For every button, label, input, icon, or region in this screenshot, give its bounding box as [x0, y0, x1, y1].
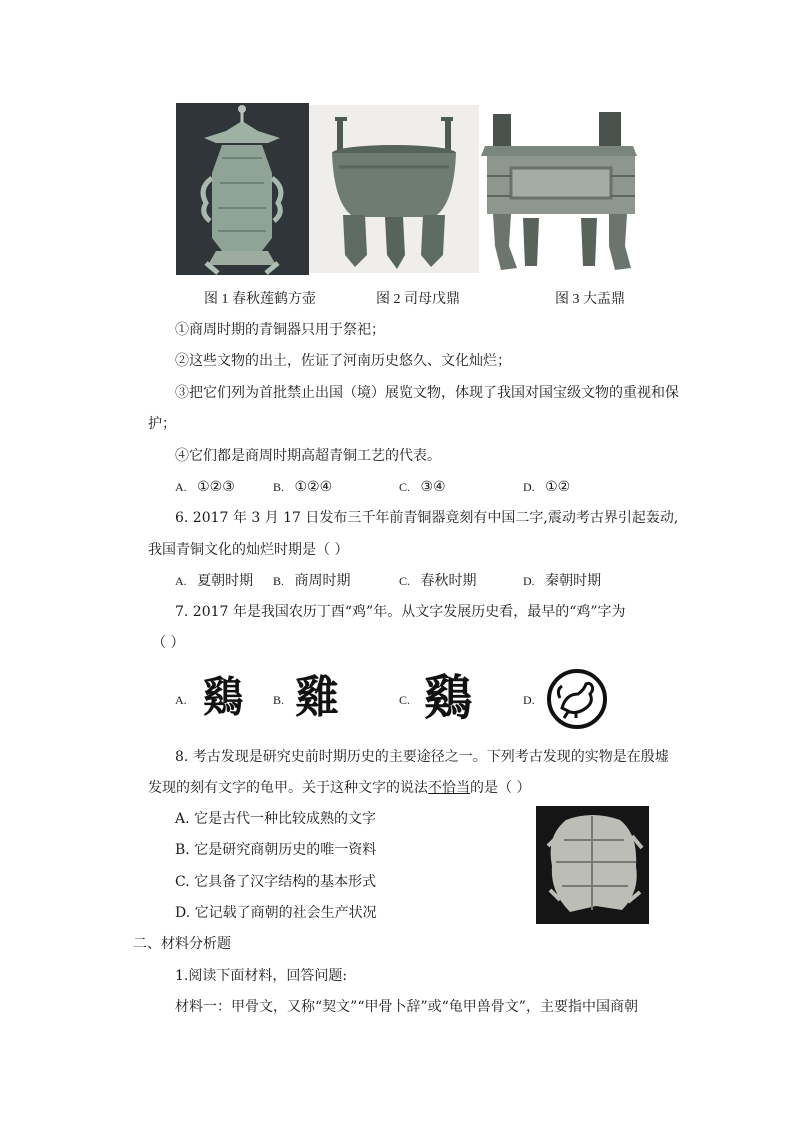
q6-option-b[interactable] — [273, 571, 350, 591]
statement-3-cont: 护； — [148, 416, 176, 432]
q6-option-c-label: C. — [399, 574, 411, 588]
statement-2: ②这些文物的出土，佐证了河南历史悠久、文化灿烂； — [175, 353, 511, 369]
figure-3-caption: 图 3 大盂鼎 — [555, 292, 625, 307]
q5-option-d-text: ①② — [545, 479, 571, 495]
q7-option-c-label: C. — [399, 693, 411, 707]
q7-option-a-label: A. — [175, 693, 187, 707]
lotus-crane-square-hu-image — [176, 103, 309, 275]
q7-option-d-label: D. — [523, 693, 535, 707]
statement-3: ③把它们列为首批禁止出国（境）展览文物，体现了我国对国宝级文物的重视和保 — [175, 385, 679, 401]
q8-option-c[interactable]: C. 它具备了汉字结构的基本形式 — [175, 874, 377, 890]
statement-1: ①商周时期的青铜器只用于祭祀； — [175, 322, 385, 338]
simuwu-ding-image — [309, 105, 479, 273]
q8-underlined-keyword: 不恰当 — [428, 780, 470, 796]
q5-option-b-text: ①②④ — [294, 479, 333, 495]
q6-option-c-text: 春秋时期 — [420, 573, 477, 589]
q6-option-d-text: 秦朝时期 — [545, 573, 602, 589]
q5-option-d-label: D. — [523, 480, 535, 494]
q7-stem-line-1: 7. 2017 年是我国农历丁酉“鸡”年。从文字发展历史看，最早的“鸡”字为 — [175, 604, 626, 620]
q7-option-c-glyph[interactable]: 鷄 — [424, 670, 473, 726]
q5-option-d[interactable] — [523, 477, 570, 497]
q6-option-c[interactable] — [399, 571, 476, 591]
q7-option-b-glyph[interactable]: 雞 — [295, 672, 339, 723]
q8-stem-line-2-post: 的是（ ） — [470, 780, 531, 796]
q5-option-c[interactable] — [399, 477, 446, 497]
q7-option-b-label: B. — [273, 693, 285, 707]
q6-option-b-text: 商周时期 — [294, 573, 351, 589]
q5-option-a[interactable] — [175, 477, 235, 497]
rooster-seal-icon[interactable] — [546, 668, 608, 730]
q8-stem-line-1: 8. 考古发现是研究史前时期历史的主要途径之一。下列考古发现的实物是在殷墟 — [175, 749, 669, 765]
figure-2-caption: 图 2 司母戊鼎 — [376, 292, 460, 307]
q6-stem-line-1: 6. 2017 年 3 月 17 日发布三千年前青铜器竟刻有中国二字,震动考古界引起轰动, — [175, 510, 679, 526]
q6-option-a-text: 夏朝时期 — [197, 573, 254, 589]
q6-option-a-label: A. — [175, 574, 187, 588]
q5-option-b-label: B. — [273, 480, 285, 494]
q7-option-a-glyph[interactable]: 鷄 — [203, 673, 241, 723]
q8-option-d[interactable]: D. 它记载了商朝的社会生产状况 — [175, 905, 377, 921]
q8-option-a[interactable]: A. 它是古代一种比较成熟的文字 — [175, 811, 377, 827]
oracle-bone-shell-image — [536, 806, 649, 924]
section-2-material-1: 材料一：甲骨文，又称“契文”“甲骨卜辞”或“龟甲兽骨文”，主要指中国商朝 — [175, 999, 638, 1015]
q5-option-c-text: ③④ — [420, 479, 446, 495]
dayu-ding-image — [481, 106, 641, 273]
q6-option-d-label: D. — [523, 574, 535, 588]
q5-option-b[interactable] — [273, 477, 332, 497]
statement-4: ④它们都是商周时期高超青铜工艺的代表。 — [175, 448, 441, 464]
q5-option-c-label: C. — [399, 480, 411, 494]
q7-stem-line-2: （ ） — [152, 635, 185, 651]
q8-option-b[interactable]: B. 它是研究商朝历史的唯一资料 — [175, 842, 377, 858]
q6-option-b-label: B. — [273, 574, 285, 588]
section-2-heading: 二、材料分析题 — [133, 936, 231, 952]
figure-1-caption: 图 1 春秋莲鹤方壶 — [204, 292, 316, 307]
section-2-question-1: 1.阅读下面材料，回答问题: — [175, 968, 348, 984]
q6-option-d[interactable] — [523, 571, 601, 591]
q6-stem-line-2: 我国青铜文化的灿烂时期是（ ） — [148, 542, 349, 558]
q5-option-a-text: ①②③ — [197, 479, 235, 495]
q8-stem-line-2 — [148, 778, 530, 798]
q8-stem-line-2-pre: 发现的刻有文字的龟甲。关于这种文字的说法 — [148, 780, 428, 796]
q5-option-a-label: A. — [175, 480, 187, 494]
q6-option-a[interactable] — [175, 571, 253, 591]
